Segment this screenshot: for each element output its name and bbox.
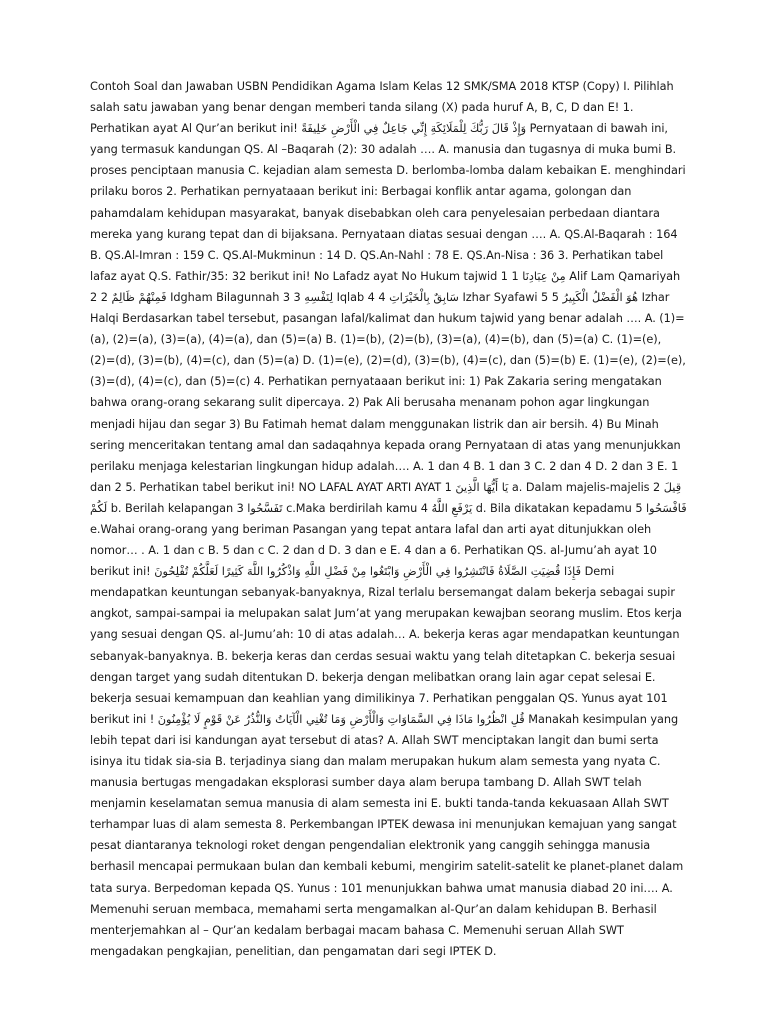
document-page — [90, 76, 688, 962]
document-body-text: Contoh Soal dan Jawaban USBN Pendidikan Agama Islam Kelas 12 SMK/SMA 2018 KTSP (Copy) I. Pilihlah salah satu jawaban yang benar dengan memberi tanda silang (X) pada huruf A, B, C, D dan E! 1. Perhatikan ayat Al Qur’an berikut ini! وَإِذْ قَالَ رَبُّكَ لِلْمَلَائِكَةِ إِنِّي جَاعِلٌ فِي الْأَرْضِ خَلِيفَةً Pernyataan di bawah ini, yang termasuk kandungan QS. Al –Baqarah (2): 30 adalah …. A. manusia dan tugasnya di muka bumi B. proses penciptaan manusia C. kejadian alam semesta D. berlomba-lomba dalam kebaikan E. menghindari prilaku boros 2. Perhatikan pernyataaan berikut ini: Berbagai konflik antar agama, golongan dan pahamdalam kehidupan masyarakat, banyak disebabkan oleh cara penyelesaian perbedaan diantara mereka yang kurang tepat dan di bijaksana. Pernyataan diatas sesuai dengan …. A. QS.Al-Baqarah : 164 B. QS.Al-Imran : 159 C. QS.Al-Mukminun : 14 D. QS.An-Nahl : 78 E. QS.An-Nisa : 36 3. Perhatikan tabel lafaz ayat Q.S. Fathir/35: 32 berikut ini! No Lafadz ayat No Hukum tajwid 1 مِنْ عِبَادِنَا 1 Alif Lam Qamariyah 2 فَمِنْهُمْ ظَالِمٌ 2 Idgham Bilagunnah 3 لِنَفْسِهِ 3 Iqlab 4 سَابِقٌ بِالْخَيْرَاتِ 4 Izhar Syafawi 5 هُوَ الْفَضْلُ الْكَبِيرُ 5 Izhar Halqi Berdasarkan tabel tersebut, pasangan lafal/kalimat dan hukum tajwid yang benar adalah …. A. (1)=(a), (2)=(a), (3)=(a), (4)=(a), dan (5)=(a) B. (1)=(b), (2)=(b), (3)=(a), (4)=(b), dan (5)=(a) C. (1)=(e), (2)=(d), (3)=(b), (4)=(c), dan (5)=(a) D. (1)=(e), (2)=(d), (3)=(b), (4)=(c), dan (5)=(b) E. (1)=(e), (2)=(e), (3)=(d), (4)=(c), dan (5)=(c) 4. Perhatikan pernyataaan berikut ini: 1) Pak Zakaria sering mengatakan bahwa orang-orang sekarang sulit dipercaya. 2) Pak Ali berusaha menanam pohon agar lingkungan menjadi hijau dan segar 3) Bu Fatimah hemat dalam menggunakan listrik dan air bersih. 4) Bu Minah sering menceritakan tentang amal dan sadaqahnya kepada orang Pernyataan di atas yang menunjukkan perilaku menjaga kelestarian lingkungan hidup adalah…. A. 1 dan 4 B. 1 dan 3 C. 2 dan 4 D. 2 dan 3 E. 1 dan 2 5. Perhatikan tabel berikut ini! NO LAFAL AYAT ARTI AYAT 1 يَا أَيُّهَا الَّذِينَ a. Dalam majelis-majelis 2 قِيلَ لَكُمْ b. Berilah kelapangan 3 تَفَسَّحُوا c.Maka berdirilah kamu 4 يَرْفَعِ اللَّهُ d. Bila dikatakan kepadamu 5 فَافْسَحُوا e.Wahai orang-orang yang beriman Pasangan yang tepat antara lafal dan arti ayat ditunjukkan oleh nomor… . A. 1 dan c B. 5 dan c C. 2 dan d D. 3 dan e E. 4 dan a 6. Perhatikan QS. al-Jumu’ah ayat 10 berikut ini! فَإِذَا قُضِيَتِ الصَّلَاةُ فَانْتَشِرُوا فِي الْأَرْضِ وَابْتَغُوا مِنْ فَضْلِ اللَّهِ وَاذْكُرُوا اللَّهَ كَثِيرًا لَعَلَّكُمْ تُفْلِحُونَ Demi mendapatkan keuntungan sebanyak-banyaknya, Rizal terlalu bersemangat dalam bekerja sebagai supir angkot, sampai-sampai ia melupakan salat Jum’at yang merupakan kewajban seorang muslim. Etos kerja yang sesuai dengan QS. al-Jumu’ah: 10 di atas adalah… A. bekerja keras agar mendapatkan keuntungan sebanyak-banyaknya. B. bekerja keras dan cerdas sesuai waktu yang telah ditetapkan C. bekerja sesuai dengan target yang sudah ditentukan D. bekerja dengan melibatkan orang lain agar cepat selesai E. bekerja sesuai kemampuan dan keahlian yang dimilikinya 7. Perhatikan penggalan QS. Yunus ayat 101 berikut ini ! قُلِ انْظُرُوا مَاذَا فِي السَّمَاوَاتِ وَالْأَرْضِ وَمَا تُغْنِي الْآيَاتُ وَالنُّذُرُ عَنْ قَوْمٍ لَا يُؤْمِنُونَ Manakah kesimpulan yang lebih tepat dari isi kandungan ayat tersebut di atas? A. Allah SWT menciptakan langit dan bumi serta isinya itu tidak sia-sia B. terjadinya siang dan malam merupakan hukum alam semesta yang nyata C. manusia bertugas mengadakan eksplorasi sumber daya alam berupa tambang D. Allah SWT telah menjamin keselamatan semua manusia di alam semesta ini E. bukti tanda-tanda kekuasaan Allah SWT terhampar luas di alam semesta 8. Perkembangan IPTEK dewasa ini menunjukan kemajuan yang sangat pesat diantaranya teknologi roket dengan pengendalian elektronik yang canggih sehingga manusia berhasil mencapai permukaan bulan dan kembali kebumi, mengirim satelit-satelit ke planet-planet dalam tata surya. Berpedoman kepada QS. Yunus : 101 menunjukkan bahwa umat manusia diabad 20 ini…. A. Memenuhi seruan membaca, memahami serta mengamalkan al-Qur’an dalam kehidupan B. Berhasil menterjemahkan al – Qur’an kedalam berbagai macam bahasa C. Memenuhi seruan Allah SWT mengadakan pengkajian, penelitian, dan pengamatan dari segi IPTEK D. — [90, 80, 687, 958]
